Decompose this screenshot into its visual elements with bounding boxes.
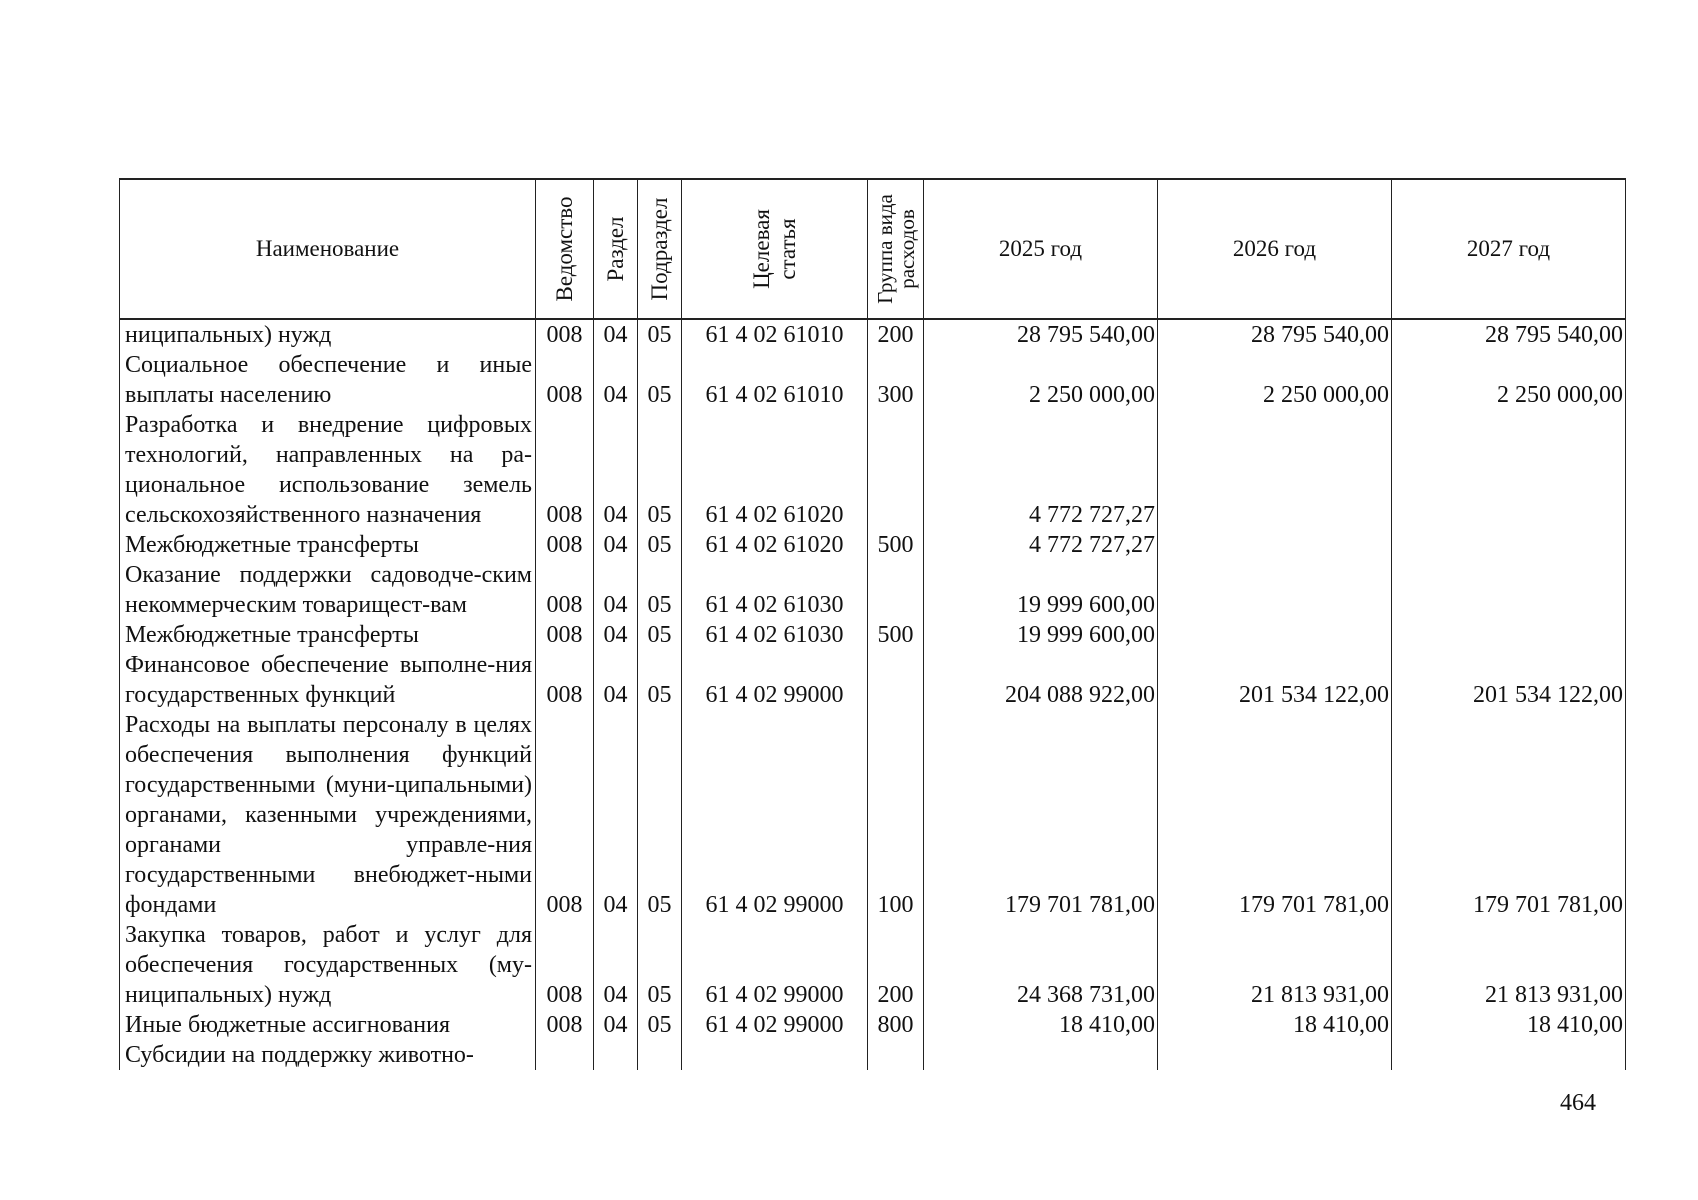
cell-vedomstvo: 008 (536, 920, 594, 1010)
header-target-article (682, 179, 868, 319)
cell-razdel: 04 (594, 560, 638, 620)
cell-vedomstvo: 008 (536, 710, 594, 920)
header-vedomstvo: Ведомство (536, 179, 594, 319)
cell-2027: 21 813 931,00 (1392, 920, 1626, 1010)
cell-expense-group: 200 (868, 319, 924, 350)
cell-2027: 179 701 781,00 (1392, 710, 1626, 920)
cell-target-article: 61 4 02 99000 (682, 920, 868, 1010)
cell-expense-group: 100 (868, 710, 924, 920)
cell-2026 (1158, 560, 1392, 620)
cell-expense-group: 500 (868, 530, 924, 560)
cell-razdel: 04 (594, 410, 638, 530)
cell-expense-group (868, 650, 924, 710)
header-razdel: Раздел (594, 179, 638, 319)
cell-podrazdel: 05 (638, 1010, 682, 1040)
cell-expense-group: 500 (868, 620, 924, 650)
cell-2026 (1158, 410, 1392, 530)
cell-2027: 18 410,00 (1392, 1010, 1626, 1040)
cell-podrazdel: 05 (638, 350, 682, 410)
cell-2025: 28 795 540,00 (924, 319, 1158, 350)
cell-2027 (1392, 530, 1626, 560)
header-2027: 2027 год (1392, 179, 1626, 319)
cell-2025: 4 772 727,27 (924, 410, 1158, 530)
cell-2026 (1158, 530, 1392, 560)
cell-2026 (1158, 620, 1392, 650)
cell-target-article: 61 4 02 99000 (682, 650, 868, 710)
cell-podrazdel: 05 (638, 560, 682, 620)
cell-target-article: 61 4 02 61020 (682, 530, 868, 560)
table-row (120, 1010, 1626, 1040)
cell-vedomstvo: 008 (536, 319, 594, 350)
cell-name: Финансовое обеспечение выполне-ния государственных функций (120, 650, 536, 710)
cell-2025: 4 772 727,27 (924, 530, 1158, 560)
table-row (120, 710, 1626, 920)
header-expense-group (868, 179, 924, 319)
cell-2027 (1392, 410, 1626, 530)
cell-2025: 19 999 600,00 (924, 620, 1158, 650)
cell-target-article: 61 4 02 61010 (682, 319, 868, 350)
cell-name: Социальное обеспечение и иные выплаты населению (120, 350, 536, 410)
cell-2027 (1392, 560, 1626, 620)
cell-name: Закупка товаров, работ и услуг для обеспечения государственных (му-ниципальных) нужд (120, 920, 536, 1010)
cell-target-article: 61 4 02 61010 (682, 350, 868, 410)
cell-expense-group (868, 1040, 924, 1070)
cell-2026: 201 534 122,00 (1158, 650, 1392, 710)
cell-podrazdel: 05 (638, 650, 682, 710)
cell-name: Межбюджетные трансферты (120, 530, 536, 560)
cell-vedomstvo: 008 (536, 410, 594, 530)
cell-podrazdel (638, 1040, 682, 1070)
cell-name: Межбюджетные трансферты (120, 620, 536, 650)
cell-2026: 28 795 540,00 (1158, 319, 1392, 350)
cell-target-article: 61 4 02 61030 (682, 560, 868, 620)
cell-target-article: 61 4 02 61020 (682, 410, 868, 530)
cell-expense-group: 800 (868, 1010, 924, 1040)
cell-2025: 19 999 600,00 (924, 560, 1158, 620)
header-group-line1: Группа вида (872, 194, 897, 304)
cell-vedomstvo: 008 (536, 650, 594, 710)
table-row (120, 650, 1626, 710)
cell-2026: 2 250 000,00 (1158, 350, 1392, 410)
cell-vedomstvo: 008 (536, 620, 594, 650)
cell-razdel: 04 (594, 710, 638, 920)
cell-2026: 179 701 781,00 (1158, 710, 1392, 920)
header-2025: 2025 год (924, 179, 1158, 319)
cell-razdel: 04 (594, 530, 638, 560)
cell-2025: 24 368 731,00 (924, 920, 1158, 1010)
cell-vedomstvo: 008 (536, 530, 594, 560)
cell-target-article (682, 1040, 868, 1070)
cell-target-article: 61 4 02 61030 (682, 620, 868, 650)
cell-podrazdel: 05 (638, 319, 682, 350)
table-body (120, 319, 1626, 1070)
header-row (120, 179, 1626, 319)
cell-target-article: 61 4 02 99000 (682, 710, 868, 920)
table-row (120, 350, 1626, 410)
cell-podrazdel: 05 (638, 710, 682, 920)
cell-expense-group (868, 410, 924, 530)
header-name: Наименование (120, 179, 536, 319)
cell-2026: 21 813 931,00 (1158, 920, 1392, 1010)
header-group-line2: расходов (894, 209, 919, 289)
cell-name: Расходы на выплаты персоналу в целях обеспечения выполнения функций государственными (муни-ципальными) органами, казенными учреждениями, органами управле-ния государственными внебюджет-ными фондами (120, 710, 536, 920)
page-number: 464 (1560, 1090, 1596, 1116)
cell-vedomstvo: 008 (536, 560, 594, 620)
table-row (120, 1040, 1626, 1070)
table-row (120, 530, 1626, 560)
cell-name: Субсидии на поддержку животно- (120, 1040, 536, 1070)
cell-podrazdel: 05 (638, 620, 682, 650)
cell-2025 (924, 1040, 1158, 1070)
cell-expense-group: 200 (868, 920, 924, 1010)
cell-razdel: 04 (594, 620, 638, 650)
cell-2027 (1392, 1040, 1626, 1070)
budget-table (119, 178, 1626, 1070)
cell-2027: 201 534 122,00 (1392, 650, 1626, 710)
cell-razdel (594, 1040, 638, 1070)
cell-razdel: 04 (594, 650, 638, 710)
table-row (120, 560, 1626, 620)
cell-name: Разработка и внедрение цифровых технологий, направленных на ра-циональное использование земель сельскохозяйственного назначения (120, 410, 536, 530)
cell-name: Оказание поддержки садоводче-ским некоммерческим товарищест-вам (120, 560, 536, 620)
cell-2026: 18 410,00 (1158, 1010, 1392, 1040)
header-target-line2: статья (774, 218, 800, 280)
header-2026: 2026 год (1158, 179, 1392, 319)
table-row (120, 920, 1626, 1010)
cell-2025: 179 701 781,00 (924, 710, 1158, 920)
cell-vedomstvo (536, 1040, 594, 1070)
cell-2027 (1392, 620, 1626, 650)
cell-podrazdel: 05 (638, 920, 682, 1010)
table-row (120, 620, 1626, 650)
table-row (120, 319, 1626, 350)
cell-razdel: 04 (594, 1010, 638, 1040)
cell-vedomstvo: 008 (536, 350, 594, 410)
cell-podrazdel: 05 (638, 530, 682, 560)
cell-2025: 2 250 000,00 (924, 350, 1158, 410)
cell-expense-group (868, 560, 924, 620)
cell-2027: 28 795 540,00 (1392, 319, 1626, 350)
header-podrazdel: Подраздел (638, 179, 682, 319)
cell-2026 (1158, 1040, 1392, 1070)
cell-name: ниципальных) нужд (120, 319, 536, 350)
cell-podrazdel: 05 (638, 410, 682, 530)
cell-2025: 18 410,00 (924, 1010, 1158, 1040)
cell-razdel: 04 (594, 319, 638, 350)
cell-expense-group: 300 (868, 350, 924, 410)
cell-2025: 204 088 922,00 (924, 650, 1158, 710)
cell-razdel: 04 (594, 350, 638, 410)
cell-name: Иные бюджетные ассигнования (120, 1010, 536, 1040)
header-target-line1: Целевая (748, 209, 774, 289)
cell-razdel: 04 (594, 920, 638, 1010)
table-row (120, 410, 1626, 530)
cell-target-article: 61 4 02 99000 (682, 1010, 868, 1040)
cell-2027: 2 250 000,00 (1392, 350, 1626, 410)
cell-vedomstvo: 008 (536, 1010, 594, 1040)
